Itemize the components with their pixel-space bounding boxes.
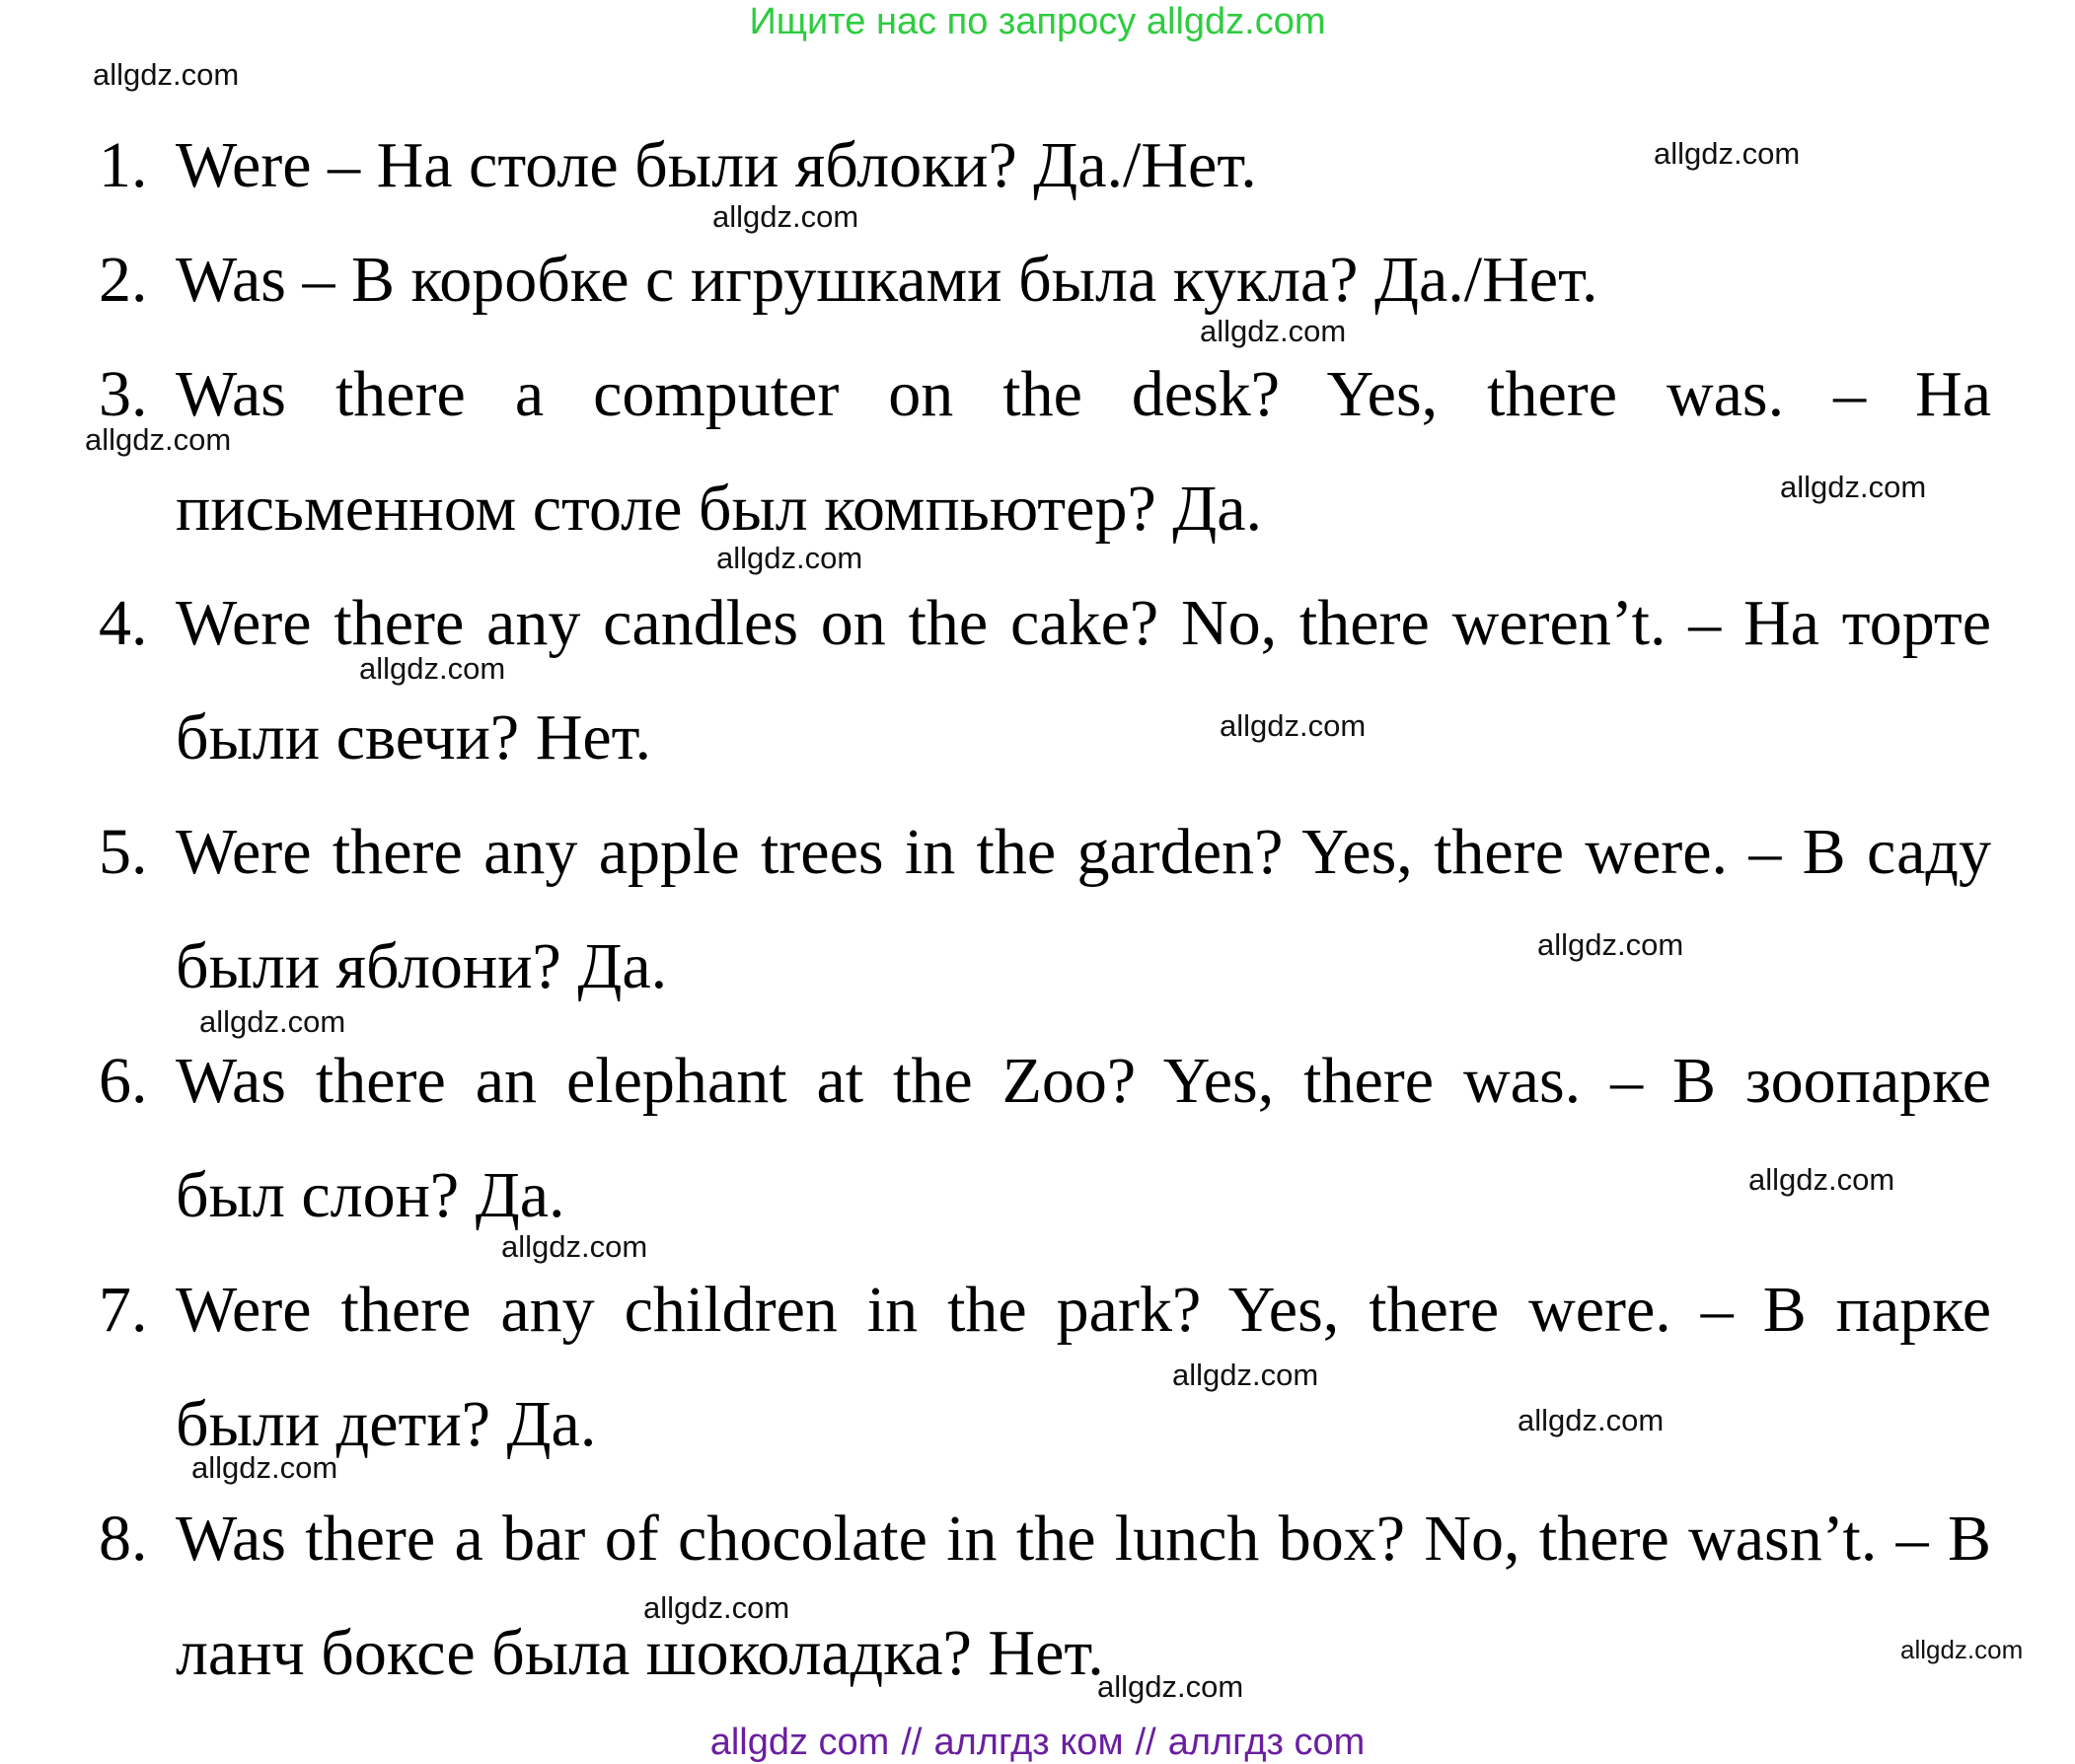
answer-line: были свечи? Нет. bbox=[176, 701, 652, 773]
top-banner: Ищите нас по запросу allgdz.com bbox=[749, 1, 1326, 42]
watermark: allgdz.com bbox=[643, 1590, 790, 1625]
answer-number: 7. bbox=[99, 1274, 148, 1346]
footer-separator: // bbox=[901, 1722, 923, 1763]
answer-number: 5. bbox=[99, 816, 148, 888]
watermark: allgdz.com bbox=[1748, 1162, 1895, 1197]
watermark: allgdz.com bbox=[191, 1450, 338, 1485]
answer-number: 8. bbox=[99, 1503, 148, 1575]
watermark: allgdz.com bbox=[1220, 708, 1367, 743]
watermark: allgdz.com bbox=[1518, 1403, 1665, 1437]
watermark: allgdz.com bbox=[199, 1004, 346, 1039]
answer-line: письменном столе был компьютер? Да. bbox=[176, 473, 1263, 545]
answer-line: были дети? Да. bbox=[176, 1388, 597, 1460]
watermark: allgdz.com bbox=[1172, 1358, 1319, 1392]
watermark: allgdz.com bbox=[1097, 1669, 1244, 1704]
footer-item: аллгдз com bbox=[1167, 1722, 1366, 1763]
answer-number: 3. bbox=[99, 358, 148, 430]
answer-number: 1. bbox=[99, 129, 148, 201]
answer-line: Was there a computer on the desk? Yes, there was. – На bbox=[176, 358, 1991, 430]
watermark: allgdz.com bbox=[1654, 136, 1801, 171]
answer-line: Was – В коробке с игрушками была кукла? Да./Нет. bbox=[176, 244, 1598, 316]
answer-line: Were – На столе были яблоки? Да./Нет. bbox=[176, 129, 1257, 201]
watermark: allgdz.com bbox=[359, 651, 506, 686]
footer-item: аллгдз ком bbox=[933, 1722, 1124, 1763]
watermark: allgdz.com bbox=[501, 1229, 648, 1264]
watermark: allgdz.com bbox=[85, 422, 232, 457]
answer-line: Was there an elephant at the Zoo? Yes, there was. – В зоопарке bbox=[176, 1045, 1991, 1117]
watermark: allgdz.com bbox=[1780, 470, 1927, 504]
answer-line: были яблони? Да. bbox=[176, 930, 668, 1002]
watermark: allgdz.com bbox=[1200, 314, 1347, 348]
answer-line: Were there any children in the park? Yes, there were. – В парке bbox=[176, 1274, 1991, 1346]
footer-item: allgdz com bbox=[709, 1722, 890, 1763]
answer-number: 4. bbox=[99, 587, 148, 659]
answer-line: Was there a bar of chocolate in the lunch box? No, there wasn’t. – В bbox=[176, 1503, 1991, 1575]
watermark: allgdz.com bbox=[1537, 927, 1684, 962]
answer-line: Were there any candles on the cake? No, there weren’t. – На торте bbox=[176, 587, 1991, 659]
answer-number: 2. bbox=[99, 244, 148, 316]
answer-number: 6. bbox=[99, 1045, 148, 1117]
watermark: allgdz.com bbox=[712, 199, 859, 234]
answer-line: ланч боксе была шоколадка? Нет. bbox=[176, 1617, 1104, 1689]
watermark: allgdz.com bbox=[1900, 1635, 2024, 1664]
answer-line: был слон? Да. bbox=[176, 1159, 565, 1231]
watermark: allgdz.com bbox=[716, 541, 863, 575]
footer-separator: // bbox=[1135, 1722, 1156, 1763]
footer-links bbox=[0, 1721, 2075, 1764]
answer-line: Were there any apple trees in the garden? Yes, there were. – В саду bbox=[176, 816, 1991, 888]
watermark: allgdz.com bbox=[93, 57, 240, 92]
